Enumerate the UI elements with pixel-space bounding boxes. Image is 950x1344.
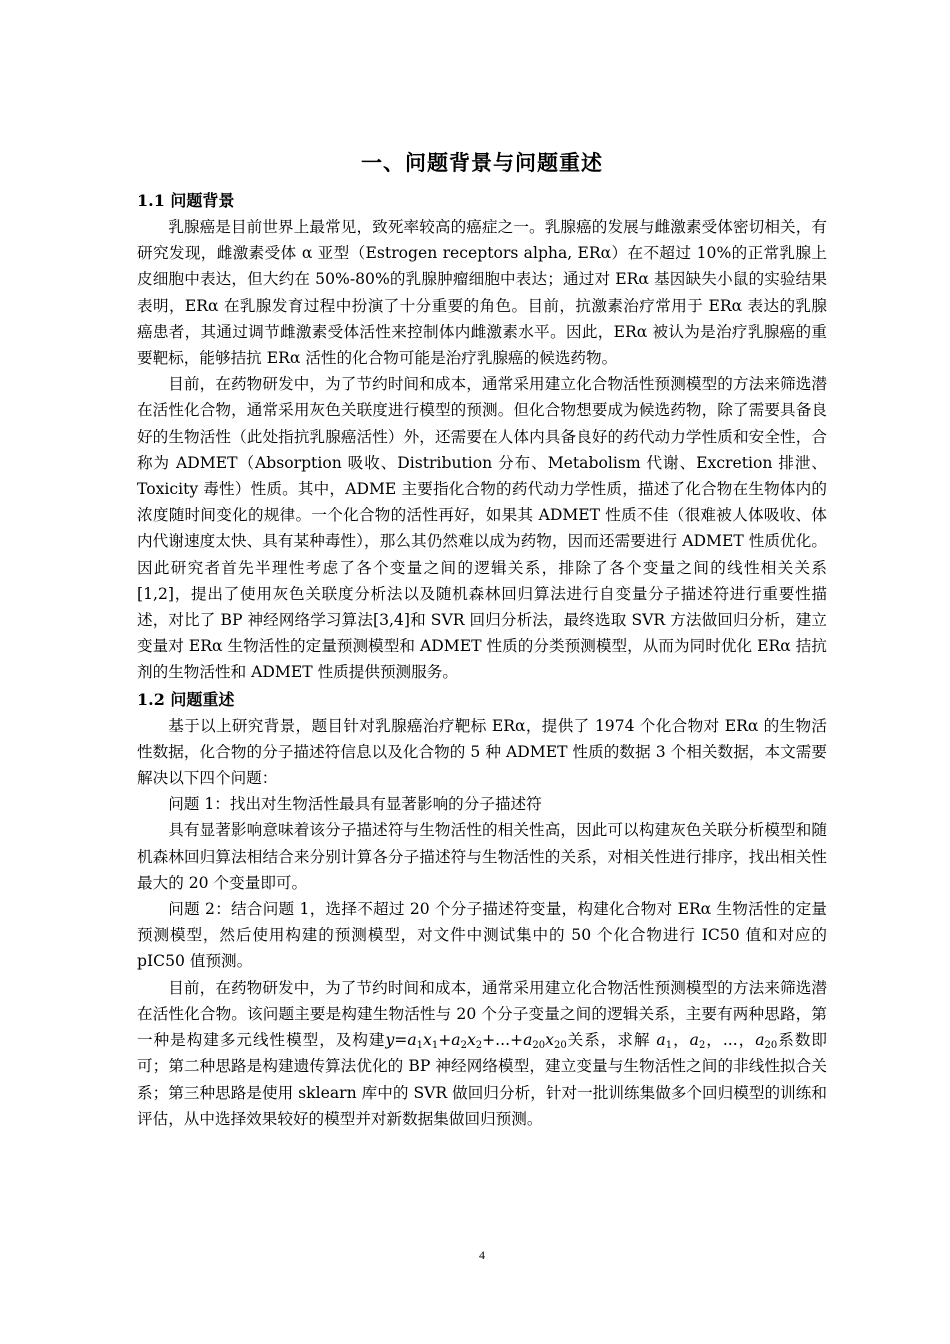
question-2-body-start: 目前，在药物研发中，为了节约时间和成本，通常采用建立化合物活性预测模型的方法来筛选潜在活性化合物。该问题主要是构建生物活性与 20 个分子变量之间的逻辑关系，主要有两种思路，第一种是构建多元线性模型，及构建 (137, 978, 827, 1050)
question-2-formula-tail: 关系，求解 (566, 1031, 651, 1050)
question-2-body: 目前，在药物研发中，为了节约时间和成本，通常采用建立化合物活性预测模型的方法来筛选潜在活性化合物。该问题主要是构建生物活性与 20 个分子变量之间的逻辑关系，主要有两种思路，第一种是构建多元线性模型，及构建$y=a_1x_1+a_2x_2+...+a_{20}x_{20}$关系，求解 $a_1$，$a_2$，...，$a_{20}$系数即可；第二种思路是构建遗传算法优化的 BP 神经网络模型，建立变量与生物活性之间的非线性拟合关系；第三种思路是使用 sklearn 库中的 SVR 做回归分析，针对一批训练集做多个回归模型的训练和评估，从中选择效果较好的模型并对新数据集做回归预测。 (137, 978, 827, 1128)
question-1-body: 具有显著影响意味着该分子描述符与生物活性的相关性高，因此可以构建灰色关联分析模型和随机森林回归算法相结合来分别计算各分子描述符与生物活性的关系，对相关性进行排序，找出相关性最大的 20 个变量即可。 (137, 821, 827, 892)
background-paragraph-1: 乳腺癌是目前世界上最常见，致死率较高的癌症之一。乳腺癌的发展与雌激素受体密切相关，有研究发现，雌激素受体 α 亚型（Estrogen receptors alpha, ERα）在不超过 10%的正常乳腺上皮细胞中表达，但大约在 50%-80%的乳腺肿瘤细胞中表达；通过对 ERα 基因缺失小鼠的实验结果表明，ERα 在乳腺发育过程中扮演了十分重要的角色。目前，抗激素治疗常用于 ERα 表达的乳腺癌患者，其通过调节雌激素受体活性来控制体内雌激素水平。因此，ERα 被认为是治疗乳腺癌的重要靶标，能够拮抗 ERα 活性的化合物可能是治疗乳腺癌的候选药物。 (137, 218, 827, 368)
regression-formula: y (385, 1031, 395, 1050)
section-heading-1-1: 1.1 问题背景 (137, 191, 235, 210)
document-body (137, 187, 827, 1132)
question-2-title: 问题 2：结合问题 1，选择不超过 20 个分子描述符变量，构建化合物对 ERα 生物活性的定量预测模型，然后使用构建的预测模型，对文件中测试集中的 50 个化合物进行 IC50 值和对应的 pIC50 值预测。 (137, 900, 827, 971)
restatement-intro-paragraph: 基于以上研究背景，题目针对乳腺癌治疗靶标 ERα，提供了 1974 个化合物对 ERα 的生物活性数据，化合物的分子描述符信息以及化合物的 5 种 ADMET 性质的数据 3 个相关数据，本文需要解决以下四个问题： (137, 716, 827, 788)
question-2-coefficients-tail: 系数即可；第二种思路是构建遗传算法优化的 BP 神经网络模型，建立变量与生物活性之间的非线性拟合关系；第三种思路是使用 sklearn 库中的 SVR 做回归分析，针对一批训练集做多个回归模型的训练和评估，从中选择效果较好的模型并对新数据集做回归预测。 (137, 1031, 827, 1128)
background-paragraph-2: 目前，在药物研发中，为了节约时间和成本，通常采用建立化合物活性预测模型的方法来筛选潜在活性化合物，通常采用灰色关联度进行模型的预测。但化合物想要成为候选药物，除了需要具备良好的生物活性（此处指抗乳腺癌活性）外，还需要在人体内具备良好的药代动力学性质和安全性，合称为 ADMET（Absorption 吸收、Distribution 分布、Metabolism 代谢、Excretion 排泄、Toxicity 毒性）性质。其中，ADME 主要指化合物的药代动力学性质，描述了化合物在生物体内的浓度随时间变化的规律。一个化合物的活性再好，如果其 ADMET 性质不佳（很难被人体吸收、体内代谢速度太快、具有某种毒性），那么其仍然难以成为药物，因而还需要进行 ADMET 性质优化。因此研究者首先半理性考虑了各个变量之间的逻辑关系，排除了各个变量之间的线性相关关系[1,2]，提出了使用灰色关联度分析法以及随机森林回归算法进行自变量分子描述符进行重要性描述，对比了 BP 神经网络学习算法[3,4]和 SVR 回归分析法，最终选取 SVR 方法做回归分析，建立变量对 ERα 生物活性的定量预测模型和 ADMET 性质的分类预测模型，从而为同时优化 ERα 拮抗剂的生物活性和 ADMET 性质提供预测服务。 (137, 375, 827, 682)
page-number: 4 (479, 1248, 485, 1262)
coefficient-list: a (656, 1031, 666, 1050)
section-heading-1-2: 1.2 问题重述 (137, 689, 235, 709)
question-1-title: 问题 1：找出对生物活性最具有显著影响的分子描述符 (168, 795, 542, 814)
chapter-title: 一、问题背景与问题重述 (361, 150, 603, 175)
